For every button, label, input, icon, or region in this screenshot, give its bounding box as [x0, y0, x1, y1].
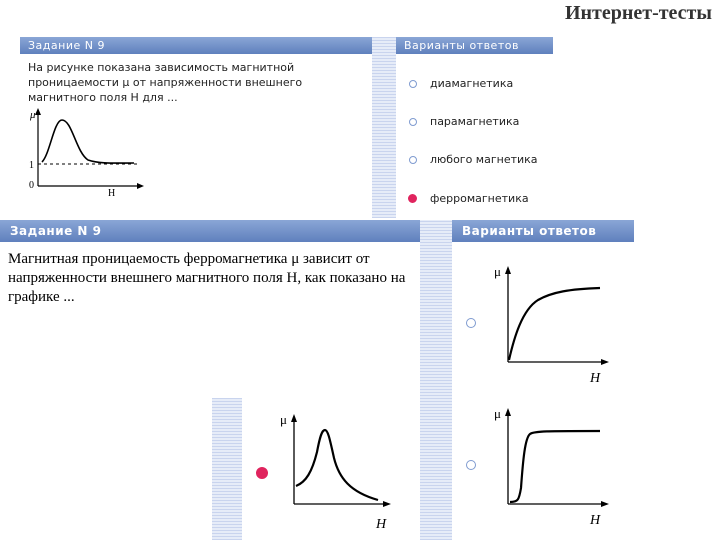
q2-task-header [0, 220, 420, 242]
q2-opt2-x-label: H [590, 513, 601, 528]
q2-opt3-y-arrow [291, 414, 297, 422]
q1-option-1-radio[interactable] [409, 80, 417, 88]
q1-y-label: μ [30, 109, 36, 121]
q1-option-4-radio[interactable] [408, 194, 417, 203]
q2-option-2-graph[interactable] [488, 400, 618, 530]
q2-opt1-y-label: μ [494, 264, 501, 279]
q1-tick-zero: 0 [29, 180, 34, 191]
q2-opt2-x-arrow [601, 501, 609, 507]
q2-divider-stripe [420, 220, 452, 540]
q2-option-1-graph[interactable] [488, 258, 618, 388]
q1-divider-stripe [372, 37, 396, 218]
q2-task-label: Задание N 9 [10, 224, 102, 238]
q1-answers-header [396, 37, 553, 54]
q2-option-3-stripe [212, 398, 242, 540]
q2-option-2-radio[interactable] [466, 460, 476, 470]
page-title: Интернет-тесты [564, 2, 712, 24]
q1-task-header [20, 37, 372, 54]
q2-opt1-curve [509, 288, 600, 360]
q1-option-3-radio[interactable] [409, 156, 417, 164]
q1-question-text: На рисунке показана зависимость магнитной проницаемости μ от напряженности внешнего магнитного поля H для ... [28, 61, 303, 104]
q2-opt2-y-arrow [505, 408, 511, 416]
q1-tick-one: 1 [29, 160, 34, 171]
q1-answers-label: Варианты ответов [404, 39, 519, 52]
q2-opt1-x-arrow [601, 359, 609, 365]
q1-option-2-radio[interactable] [409, 118, 417, 126]
q2-opt2-curve [510, 431, 600, 502]
q1-x-label: H [108, 188, 116, 196]
q1-task-label: Задание N 9 [28, 39, 105, 52]
q1-graph [22, 104, 152, 196]
q1-x-arrow [137, 183, 144, 189]
q2-opt1-y-arrow [505, 266, 511, 274]
q1-option-2-label[interactable]: парамагнетика [430, 115, 520, 128]
q2-option-3-radio[interactable] [256, 467, 268, 479]
q2-opt3-curve [296, 430, 378, 500]
q2-answers-header [452, 220, 634, 242]
q2-opt3-y-label: μ [280, 412, 287, 427]
q2-opt1-x-label: H [590, 371, 601, 386]
q2-opt2-y-label: μ [494, 406, 501, 421]
q1-option-4-label[interactable]: ферромагнетика [430, 192, 529, 205]
q2-answers-label: Варианты ответов [462, 224, 597, 238]
q1-option-1-label[interactable]: диамагнетика [430, 77, 514, 90]
q2-opt3-x-label: H [376, 517, 387, 532]
q2-question-text: Магнитная проницаемость ферромагнетика μ зависит от напряженности внешнего магнитного поля H, как показано на графике ... [8, 251, 406, 305]
q1-curve [42, 120, 134, 163]
q2-opt3-x-arrow [383, 501, 391, 507]
q1-option-3-label[interactable]: любого магнетика [430, 153, 538, 166]
q2-option-3-graph[interactable] [274, 408, 404, 538]
q1-y-arrow [35, 108, 41, 115]
q2-option-1-radio[interactable] [466, 318, 476, 328]
